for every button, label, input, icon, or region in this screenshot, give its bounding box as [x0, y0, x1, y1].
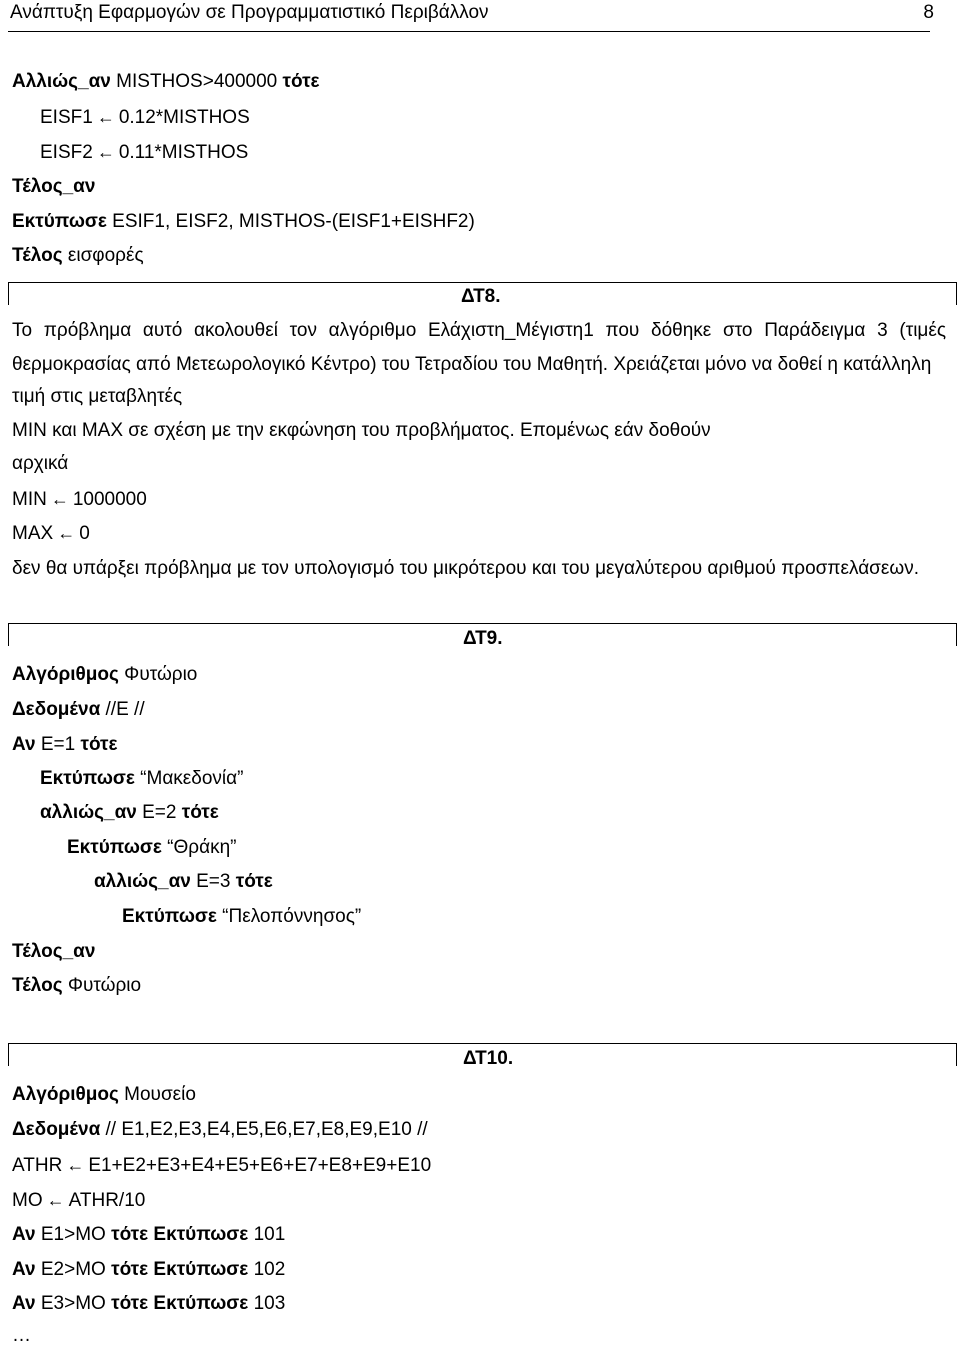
code-line	[12, 975, 141, 997]
code-line	[12, 1293, 285, 1315]
keyword: Τέλος	[12, 245, 63, 266]
condition: MISTHOS>400000	[110, 71, 283, 92]
keyword: τότε Εκτύπωσε	[111, 1224, 249, 1245]
string: “Πελοπόννησος”	[216, 906, 362, 927]
keyword: αλλιώς_αν	[94, 871, 191, 892]
assign-arrow-icon: ←	[46, 1190, 65, 1210]
code-line	[40, 106, 250, 129]
paragraph-line: θερμοκρασίας από Μετεωρολογικό Κέντρο) του Τετραδίου του Μαθητή. Χρειάζεται μόνο να δοθεί η κατάλληλη	[12, 354, 932, 375]
code-line	[12, 1224, 285, 1246]
keyword: Αλγόριθμος	[12, 1084, 119, 1105]
value: 103	[248, 1293, 286, 1314]
keyword: Εκτύπωσε	[40, 768, 135, 789]
keyword: Δεδομένα	[12, 1119, 101, 1140]
value: 101	[248, 1224, 286, 1245]
assign-arrow-icon: ←	[57, 523, 76, 543]
keyword: Δεδομένα	[12, 699, 101, 720]
keyword: Αν	[12, 734, 36, 755]
condition: Ε=1	[35, 734, 81, 755]
code-line	[12, 211, 475, 233]
value: 0	[79, 523, 90, 544]
code-line	[12, 488, 147, 511]
variable: MAX	[12, 523, 54, 544]
keyword: Αν	[12, 1259, 36, 1280]
code-line	[67, 837, 236, 859]
keyword: τότε Εκτύπωσε	[111, 1259, 249, 1280]
code-line	[12, 1154, 431, 1177]
paragraph-line: τιμή στις μεταβλητές	[12, 386, 183, 407]
condition: Ε=3	[190, 871, 236, 892]
paragraph-line: δεν θα υπάρξει πρόβλημα με τον υπολογισμό του μικρότερου και του μεγαλύτερου αριθμού προσπελάσεων.	[12, 558, 919, 579]
keyword: Εκτύπωσε	[122, 906, 217, 927]
code-line	[12, 71, 320, 93]
arguments: ESIF1, EISF2, MISTHOS-(EISF1+EISHF2)	[106, 211, 475, 232]
condition: Ε=2	[136, 802, 182, 823]
code-line: Τέλος_αν	[12, 941, 96, 962]
header-rule	[8, 31, 930, 32]
paragraph-line: Το πρόβλημα αυτό ακολουθεί τον αλγόριθμο Ελάχιστη_Μέγιστη1 που δόθηκε στο Παράδειγμα 3 (τιμές	[12, 320, 946, 341]
code-line	[122, 906, 361, 928]
code-line	[40, 141, 248, 164]
condition: Ε2>ΜΟ	[35, 1259, 112, 1280]
code-line	[12, 1119, 428, 1141]
exercise-label: ΔΤ9.	[463, 628, 503, 649]
keyword: Αλλιώς_αν	[12, 71, 111, 92]
condition: Ε1>ΜΟ	[35, 1224, 112, 1245]
paragraph-line: MIN και MAX σε σχέση με την εκφώνηση του προβλήματος. Επομένως εάν δοθούν	[12, 420, 711, 441]
code-line	[12, 664, 197, 686]
string: “Μακεδονία”	[134, 768, 244, 789]
page-header	[10, 2, 934, 28]
keyword: τότε	[235, 871, 273, 892]
condition: Ε3>ΜΟ	[35, 1293, 112, 1314]
variable: EISF1	[40, 107, 93, 128]
keyword: Τέλος	[12, 975, 63, 996]
code-line: Τέλος_αν	[12, 176, 96, 197]
code-line	[12, 734, 118, 756]
code-line	[12, 1084, 196, 1106]
exercise-label: ΔΤ8.	[461, 286, 501, 307]
keyword: τότε	[181, 802, 219, 823]
exercise-label: ΔΤ10.	[463, 1048, 514, 1069]
page-number: 8	[923, 2, 934, 23]
assign-arrow-icon: ←	[66, 1155, 85, 1175]
string: “Θράκη”	[161, 837, 237, 858]
variable: ATHR	[12, 1155, 63, 1176]
code-line	[12, 699, 145, 721]
variable: MO	[12, 1190, 43, 1211]
expression: ATHR/10	[68, 1190, 146, 1211]
comment: //Ε //	[100, 699, 145, 720]
ellipsis: …	[12, 1325, 31, 1346]
keyword: τότε	[80, 734, 118, 755]
paragraph-line: αρχικά	[12, 453, 69, 474]
code-line	[12, 522, 90, 545]
keyword: Αλγόριθμος	[12, 664, 119, 685]
keyword: τότε Εκτύπωσε	[111, 1293, 249, 1314]
expression: 0.12*MISTHOS	[118, 107, 250, 128]
code-line	[94, 871, 273, 893]
assign-arrow-icon: ←	[96, 142, 115, 162]
code-line	[12, 1259, 285, 1281]
variable: EISF2	[40, 142, 93, 163]
code-line	[40, 768, 243, 790]
code-line	[40, 802, 219, 824]
keyword: Αν	[12, 1293, 36, 1314]
keyword: Εκτύπωσε	[67, 837, 162, 858]
keyword: Αν	[12, 1224, 36, 1245]
name: Μουσείο	[118, 1084, 196, 1105]
assign-arrow-icon: ←	[50, 489, 69, 509]
assign-arrow-icon: ←	[96, 107, 115, 127]
name: Φυτώριο	[62, 975, 142, 996]
keyword: τότε	[282, 71, 320, 92]
keyword: Εκτύπωσε	[12, 211, 107, 232]
expression: 0.11*MISTHOS	[118, 142, 249, 163]
value: 102	[248, 1259, 286, 1280]
comment: // Ε1,Ε2,Ε3,Ε4,Ε5,Ε6,Ε7,Ε8,Ε9,Ε10 //	[100, 1119, 428, 1140]
keyword: αλλιώς_αν	[40, 802, 137, 823]
code-line	[12, 245, 144, 267]
code-line	[12, 1189, 145, 1212]
name: Φυτώριο	[118, 664, 198, 685]
value: 1000000	[72, 489, 147, 510]
header-title: Ανάπτυξη Εφαρμογών σε Προγραμματιστικό Περιβάλλον	[10, 2, 489, 23]
expression: E1+E2+E3+E4+E5+E6+E7+E8+E9+E10	[88, 1155, 432, 1176]
variable: MIN	[12, 489, 47, 510]
name: εισφορές	[62, 245, 144, 266]
